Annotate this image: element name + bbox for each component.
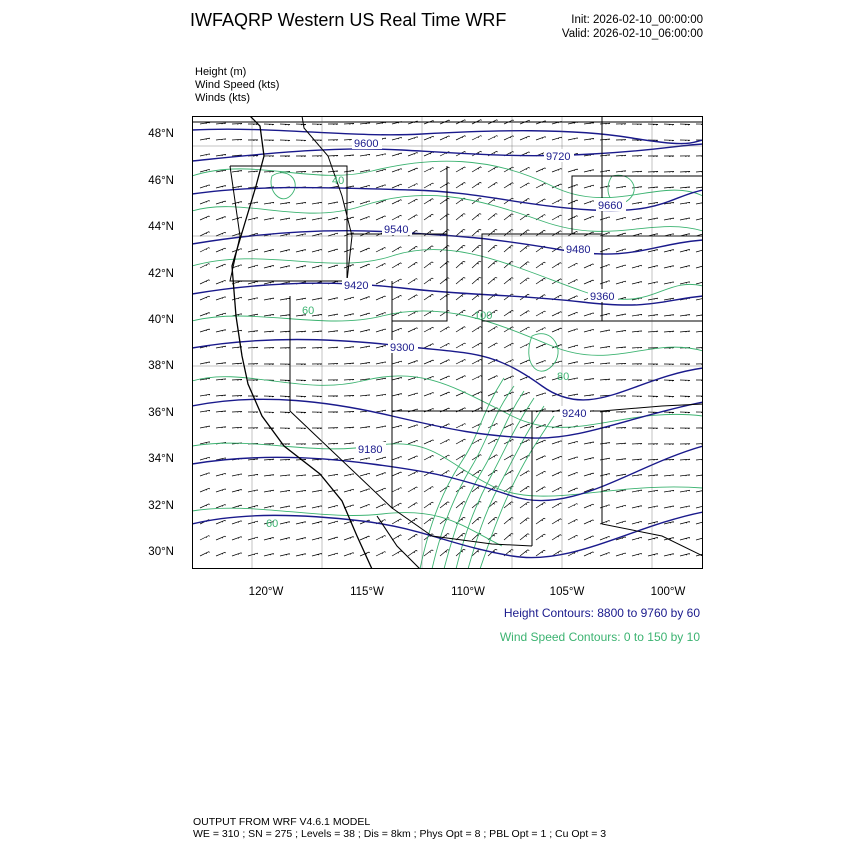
wind-label: 100	[474, 310, 493, 322]
height-label: 9420	[344, 280, 369, 292]
height-label: 9360	[590, 291, 615, 303]
lat-tick: 34°N	[148, 453, 174, 465]
wind-label: 40	[332, 175, 345, 187]
lat-tick: 44°N	[148, 221, 174, 233]
wind-label: 60	[302, 305, 315, 317]
lat-tick: 48°N	[148, 128, 174, 140]
valid-time: Valid: 2026-02-10_06:00:00	[561, 28, 703, 40]
height-label: 9480	[566, 244, 591, 256]
field-height: Height (m)	[195, 66, 247, 78]
height-label: 9540	[384, 224, 409, 236]
lon-tick: 110°W	[451, 586, 485, 598]
field-wind-speed: Wind Speed (kts)	[195, 79, 280, 91]
lon-tick: 100°W	[650, 586, 686, 598]
plot-title: IWFAQRP Western US Real Time WRF	[190, 10, 507, 30]
height-label: 9720	[546, 151, 571, 163]
height-label: 9600	[354, 138, 379, 150]
wrf-map	[192, 116, 703, 569]
lat-tick: 30°N	[148, 546, 174, 558]
height-label: 9240	[562, 408, 587, 420]
lat-tick: 32°N	[148, 500, 174, 512]
lat-tick: 46°N	[148, 175, 174, 187]
lon-tick: 120°W	[248, 586, 284, 598]
height-label: 9180	[358, 444, 383, 456]
height-label: 9660	[598, 200, 623, 212]
model-config: WE = 310 ; SN = 275 ; Levels = 38 ; Dis = 8km ; Phys Opt = 8 ; PBL Opt = 1 ; Cu Opt = 3	[193, 828, 607, 840]
height-contour-legend: Height Contours: 8800 to 9760 by 60	[503, 606, 700, 620]
lon-tick: 105°W	[549, 586, 585, 598]
lat-tick: 42°N	[148, 268, 174, 280]
lat-tick: 40°N	[148, 314, 174, 326]
lon-tick: 115°W	[350, 586, 384, 598]
lat-tick: 36°N	[148, 407, 174, 419]
model-info: OUTPUT FROM WRF V4.6.1 MODEL	[193, 816, 371, 828]
wind-label: 80	[557, 371, 570, 383]
field-winds: Winds (kts)	[195, 92, 250, 104]
init-time: Init: 2026-02-10_00:00:00	[571, 14, 703, 26]
wind-label: 60	[266, 518, 279, 530]
lat-tick: 38°N	[148, 360, 174, 372]
height-label: 9300	[390, 342, 415, 354]
wind-contour-legend: Wind Speed Contours: 0 to 150 by 10	[499, 630, 700, 644]
